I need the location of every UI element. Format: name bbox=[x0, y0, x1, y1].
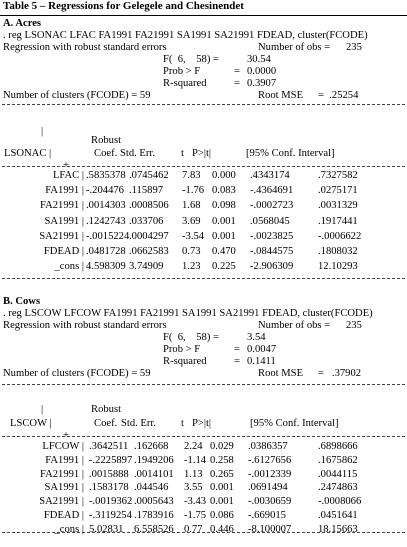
section-b-header-ci: [95% Conf. Interval] bbox=[250, 418, 339, 429]
section-b-header-coef: Coef. bbox=[94, 418, 118, 429]
row-p-value: 0.083 bbox=[212, 185, 236, 197]
row-p-value: 0.000 bbox=[212, 170, 236, 181]
row-se-value: .0745462 bbox=[129, 170, 169, 181]
row-t-value: 1.23 bbox=[182, 261, 201, 273]
row-p-value: 0.029 bbox=[210, 441, 234, 452]
row-coef-value: .1583178 bbox=[89, 482, 129, 494]
row-lo-value: -.0023825 bbox=[250, 230, 294, 242]
section-b-heading: B. Cows bbox=[3, 296, 41, 307]
section-b-prob-eq: = bbox=[234, 344, 240, 355]
row-p-value: 0.086 bbox=[210, 510, 234, 521]
section-b-nobs-label: Number of obs = bbox=[258, 320, 331, 331]
row-t-value: 1.13 bbox=[184, 468, 203, 480]
row-t-value: 3.55 bbox=[184, 482, 203, 494]
section-b-command: . reg LSCOW LFCOW FA1991 FA21991 SA1991 SA21991 FDEAD, cluster(FCODE) bbox=[3, 308, 373, 319]
section-a-heading: A. Acres bbox=[3, 18, 42, 29]
section-b-plus: + bbox=[63, 430, 69, 441]
section-a-clusters: Number of clusters (FCODE) = 59 bbox=[3, 90, 151, 101]
section-b-rmse: = .37902 bbox=[318, 368, 362, 379]
row-t-value: -3.43 bbox=[184, 496, 207, 508]
row-se-value: .0005643 bbox=[134, 496, 174, 508]
row-se-value: .044546 bbox=[134, 482, 169, 494]
section-b-header-bar: | bbox=[41, 404, 44, 415]
row-variable-name: FA21991 | bbox=[39, 468, 84, 480]
row-hi-value: 18.15663 bbox=[318, 523, 358, 535]
row-hi-value: -.0006622 bbox=[318, 230, 362, 242]
section-a-reg-label: Regression with robust standard errors bbox=[3, 42, 167, 53]
section-a-header-dep: LSONAC | bbox=[4, 148, 52, 159]
row-t-value: -1.76 bbox=[182, 185, 205, 197]
row-coef-value: -.204476 bbox=[86, 185, 124, 197]
section-a-header-t: t bbox=[181, 148, 184, 159]
row-hi-value: .6898666 bbox=[318, 441, 358, 452]
row-se-value: .162668 bbox=[134, 441, 169, 452]
section-b-header-se: Std. Err. bbox=[121, 418, 157, 429]
section-a-prob: 0.0000 bbox=[247, 66, 277, 77]
section-a-rmse-label: Root MSE bbox=[258, 90, 304, 101]
section-b-header-t: t bbox=[181, 418, 184, 429]
row-variable-name: SA1991 | bbox=[44, 482, 84, 494]
row-t-value: 0.73 bbox=[182, 246, 201, 257]
row-se-value: 3.74909 bbox=[129, 261, 164, 273]
title-rule bbox=[0, 15, 407, 16]
row-p-value: 0.225 bbox=[212, 261, 236, 273]
row-lo-value: -.0012339 bbox=[248, 468, 292, 480]
section-a-header-robust: Robust bbox=[91, 135, 122, 146]
row-coef-value: -.2225897 bbox=[89, 454, 133, 466]
row-t-value: 1.68 bbox=[182, 200, 201, 212]
row-hi-value: .1917441 bbox=[318, 215, 358, 227]
row-variable-name: _cons | bbox=[54, 261, 84, 273]
row-p-value: 0.001 bbox=[212, 230, 236, 242]
section-b-header-dep: LSCOW | bbox=[10, 418, 52, 429]
row-p-value: 0.265 bbox=[210, 468, 234, 480]
row-coef-value: -.0015224 bbox=[86, 230, 130, 242]
section-a-rmse: = .25254 bbox=[318, 90, 359, 101]
row-lo-value: -.669015 bbox=[248, 510, 286, 521]
section-b-header-robust: Robust bbox=[91, 404, 122, 415]
section-a-command: . reg LSONAC LFAC FA1991 FA21991 SA1991 SA21991 FDEAD, cluster(FCODE) bbox=[3, 30, 368, 41]
row-lo-value: -8.100007 bbox=[248, 523, 292, 535]
row-coef-value: .0014303 bbox=[86, 200, 126, 212]
section-a-header-p: P>|t| bbox=[192, 148, 212, 159]
section-a-plus: + bbox=[63, 160, 69, 171]
row-variable-name: FA1991 | bbox=[45, 185, 84, 197]
row-se-value: .033706 bbox=[129, 215, 164, 227]
section-b-header-p: P>|t| bbox=[192, 418, 212, 429]
row-variable-name: SA21991 | bbox=[39, 230, 84, 242]
row-variable-name: FA1991 | bbox=[45, 454, 84, 466]
row-lo-value: .4343174 bbox=[250, 170, 290, 181]
section-a-top-rule bbox=[2, 104, 405, 105]
row-coef-value: 5.02831 bbox=[89, 523, 124, 535]
section-a-nobs-label: Number of obs = bbox=[258, 42, 331, 53]
row-hi-value: .1808032 bbox=[318, 246, 358, 257]
row-coef-value: 4.598309 bbox=[86, 261, 126, 273]
row-variable-name: SA21991 | bbox=[39, 496, 84, 508]
row-lo-value: -2.906309 bbox=[250, 261, 294, 273]
row-variable-name: LFCOW | bbox=[42, 441, 84, 452]
row-p-value: 0.470 bbox=[212, 246, 236, 257]
row-t-value: -1.75 bbox=[184, 510, 207, 521]
row-hi-value: .1675862 bbox=[318, 454, 358, 466]
row-t-value: 2.24 bbox=[184, 441, 203, 452]
row-lo-value: .0568045 bbox=[250, 215, 290, 227]
section-b-r2-label: R-squared bbox=[163, 356, 207, 367]
section-b-bottom-rule bbox=[2, 532, 405, 533]
row-p-value: 0.001 bbox=[210, 496, 234, 508]
row-hi-value: .0451641 bbox=[318, 510, 358, 521]
row-t-value: 3.69 bbox=[182, 215, 201, 227]
section-a-header-se: Std. Err. bbox=[120, 148, 156, 159]
row-p-value: 0.001 bbox=[212, 215, 236, 227]
section-b-f-label: F( 6, 58) = bbox=[163, 332, 219, 343]
section-b-r2-eq: = bbox=[234, 356, 240, 367]
section-a-header-bar: | bbox=[41, 126, 44, 137]
row-t-value: -1.14 bbox=[184, 454, 207, 466]
row-se-value: .0014101 bbox=[134, 468, 174, 480]
table-title: Table 5 – Regressions for Gelegele and Chesinendet bbox=[3, 0, 244, 12]
section-a-prob-eq: = bbox=[234, 66, 240, 77]
section-a-prob-label: Prob > F bbox=[163, 66, 201, 77]
row-variable-name: LFAC | bbox=[52, 170, 84, 181]
section-a-r2-label: R-squared bbox=[163, 78, 207, 89]
row-lo-value: -.6127656 bbox=[248, 454, 292, 466]
row-coef-value: -.0019362 bbox=[89, 496, 133, 508]
row-lo-value: .0691494 bbox=[248, 482, 288, 494]
row-se-value: .1949206 bbox=[134, 454, 174, 466]
row-se-value: .0008506 bbox=[129, 200, 169, 212]
row-se-value: .0662583 bbox=[129, 246, 169, 257]
section-b-top-rule bbox=[2, 384, 405, 385]
section-b-f: 3.54 bbox=[247, 332, 266, 343]
section-b-reg-label: Regression with robust standard errors bbox=[3, 320, 167, 331]
section-a-header-coef: Coef. bbox=[94, 148, 118, 159]
row-p-value: 0.446 bbox=[210, 523, 234, 535]
row-coef-value: .0015888 bbox=[89, 468, 129, 480]
section-b-prob: 0.0047 bbox=[247, 344, 277, 355]
row-coef-value: .1242743 bbox=[86, 215, 126, 227]
row-hi-value: 12.10293 bbox=[318, 261, 358, 273]
row-se-value: .1783916 bbox=[134, 510, 174, 521]
row-hi-value: .0275171 bbox=[318, 185, 358, 197]
row-hi-value: .7327582 bbox=[318, 170, 358, 181]
section-a-r2-eq: = bbox=[234, 78, 240, 89]
row-variable-name: FA21991 | bbox=[39, 200, 84, 212]
row-coef-value: .3642511 bbox=[89, 441, 129, 452]
section-b-r2: 0.1411 bbox=[247, 356, 276, 367]
row-hi-value: .0031329 bbox=[318, 200, 358, 212]
row-se-value: .115897 bbox=[129, 185, 164, 197]
row-lo-value: -.0002723 bbox=[250, 200, 294, 212]
row-hi-value: .0044115 bbox=[318, 468, 358, 480]
row-t-value: 7.83 bbox=[182, 170, 201, 181]
row-p-value: 0.098 bbox=[212, 200, 236, 212]
row-coef-value: .0481728 bbox=[86, 246, 126, 257]
row-variable-name: _cons | bbox=[54, 523, 84, 535]
section-a-nobs: 235 bbox=[346, 42, 362, 53]
row-variable-name: FDEAD | bbox=[43, 510, 84, 521]
section-b-prob-label: Prob > F bbox=[163, 344, 201, 355]
section-b-clusters: Number of clusters (FCODE) = 59 bbox=[3, 368, 151, 379]
row-t-value: 0.77 bbox=[184, 523, 203, 535]
row-variable-name: SA1991 | bbox=[44, 215, 84, 227]
row-lo-value: -.4364691 bbox=[250, 185, 294, 197]
row-t-value: -3.54 bbox=[182, 230, 205, 242]
row-p-value: 0.258 bbox=[210, 454, 234, 466]
row-hi-value: .2474863 bbox=[318, 482, 358, 494]
row-hi-value: -.0008066 bbox=[318, 496, 362, 508]
row-lo-value: .0386357 bbox=[248, 441, 288, 452]
section-a-bottom-rule bbox=[2, 278, 405, 279]
row-p-value: 0.001 bbox=[210, 482, 234, 494]
section-a-f-label: F( 6, 58) = bbox=[163, 54, 219, 65]
row-variable-name: FDEAD | bbox=[43, 246, 84, 257]
row-se-value: .0004297 bbox=[129, 230, 169, 242]
section-b-rmse-label: Root MSE bbox=[258, 368, 304, 379]
row-se-value: 6.558526 bbox=[134, 523, 174, 535]
row-coef-value: .5835378 bbox=[86, 170, 126, 181]
section-a-f: 30.54 bbox=[247, 54, 271, 65]
row-lo-value: -.0844575 bbox=[250, 246, 294, 257]
row-coef-value: -.3119254 bbox=[89, 510, 132, 521]
section-a-r2: 0.3907 bbox=[247, 78, 277, 89]
row-lo-value: -.0030659 bbox=[248, 496, 292, 508]
section-b-nobs: 235 bbox=[346, 320, 362, 331]
section-a-header-ci: [95% Conf. Interval] bbox=[246, 148, 335, 159]
